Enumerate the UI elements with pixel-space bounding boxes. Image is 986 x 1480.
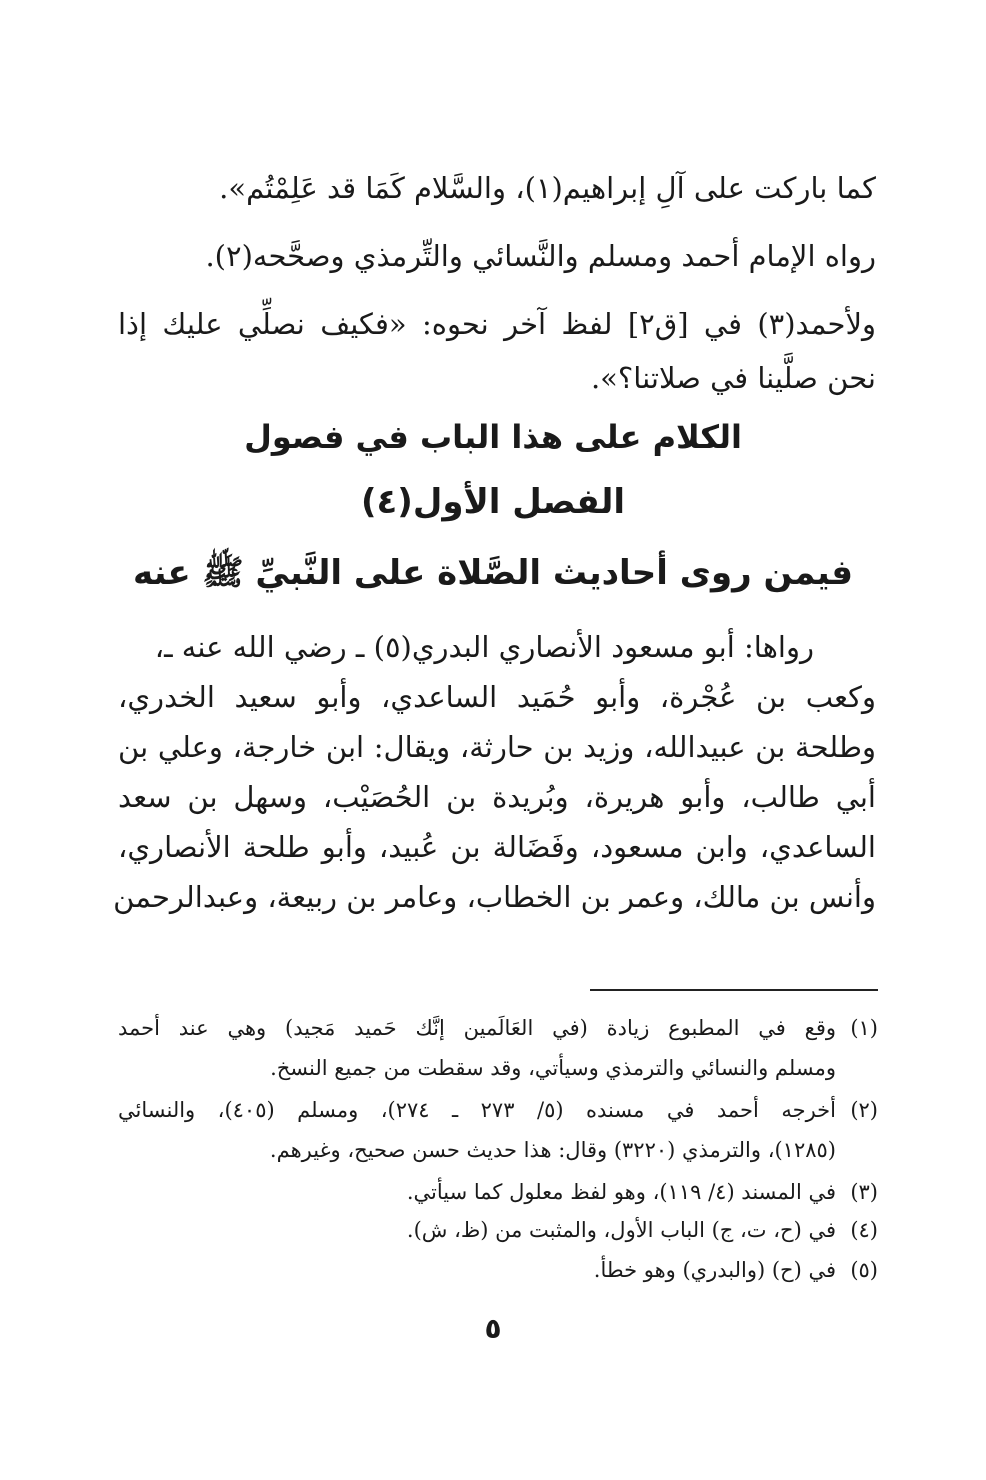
page-number: ٥ — [484, 1312, 502, 1345]
narrators-line: وكعب بن عُجْرة، وأبو حُمَيد الساعدي، وأبو سعيد الخدري، — [118, 680, 876, 714]
footnote-separator — [590, 989, 878, 991]
footnote-line: في (ح، ت، ج) الباب الأول، والمثبت من (ظ، ش). — [406, 1218, 836, 1242]
footnote-number: (١) — [850, 1016, 878, 1040]
body-line: كما باركت على آلِ إبراهيم(١)، والسَّلام كَمَا قد عَلِمْتُم». — [219, 171, 876, 205]
body-line: رواه الإمام أحمد ومسلم والنَّسائي والتِّرمذي وصحَّحه(٢). — [205, 239, 876, 273]
footnote-number: (٥) — [850, 1258, 878, 1282]
footnote-line: (١٢٨٥)، والترمذي (٣٢٢٠) وقال: هذا حديث حسن صحيح، وغيرهم. — [269, 1138, 836, 1162]
footnote-number: (٤) — [850, 1218, 878, 1242]
footnote-line: أخرجه أحمد في مسنده (٥/ ٢٧٣ ـ ٢٧٤)، ومسلم (٤٠٥)، والنسائي — [118, 1098, 836, 1122]
footnote-line: ومسلم والنسائي والترمذي وسيأتي، وقد سقطت من جميع النسخ. — [270, 1056, 836, 1080]
footnote-line: وقع في المطبوع زيادة (في العَالَمين إنَّك حَميد مَجيد) وهي عند أحمد — [118, 1016, 836, 1040]
narrators-line: رواها: أبو مسعود الأنصاري البدري(٥) ـ رضي الله عنه ـ، — [154, 630, 814, 664]
body-line: ولأحمد(٣) في [ق٢] لفظ آخر نحوه: «فكيف نصلِّي عليك إذا — [118, 307, 876, 341]
narrators-line: وأنس بن مالك، وعمر بن الخطاب، وعامر بن ربيعة، وعبدالرحمن — [113, 880, 876, 914]
footnote-number: (٣) — [850, 1180, 878, 1204]
footnote-number: (٢) — [850, 1098, 878, 1122]
narrators-line: أبي طالب، وأبو هريرة، وبُريدة بن الحُصَيْب، وسهل بن سعد — [118, 780, 876, 814]
narrators-line: وطلحة بن عبيدالله، وزيد بن حارثة، ويقال: ابن خارجة، وعلي بن — [118, 730, 876, 764]
footnote-line: في (ح) (والبدري) وهو خطأ. — [593, 1258, 836, 1282]
chapter-title: الكلام على هذا الباب في فصول — [244, 418, 742, 456]
section-subtitle: فيمن روى أحاديث الصَّلاة على النَّبيِّ ﷺ عنه — [132, 553, 854, 593]
narrators-line: الساعدي، وابن مسعود، وفَضَالة بن عُبيد، وأبو طلحة الأنصاري، — [118, 830, 876, 864]
section-title: الفصل الأول(٤) — [360, 482, 626, 522]
body-line: نحن صلَّينا في صلاتنا؟». — [590, 361, 876, 395]
footnote-line: في المسند (٤/ ١١٩)، وهو لفظ معلول كما سيأتي. — [406, 1180, 836, 1204]
